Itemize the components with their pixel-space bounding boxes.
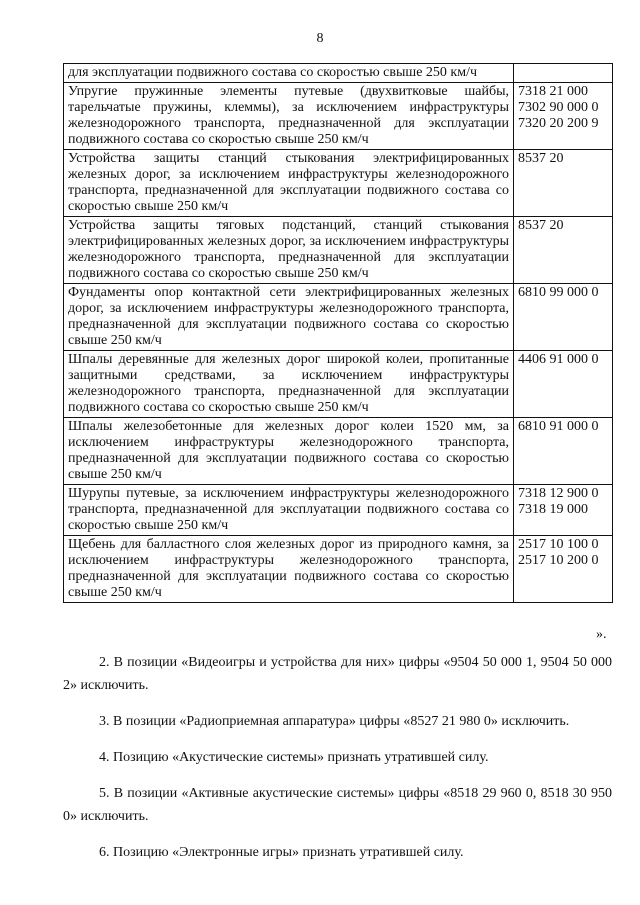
row-codes [514, 150, 613, 217]
table-body [64, 64, 613, 603]
row-description: Шурупы путевые, за исключением инфраструктуры железнодорожного транспорта, предназначенной для эксплуатации подвижного состава со скоростью свыше 250 км/ч [64, 485, 514, 536]
row-codes [514, 485, 613, 536]
tn-ved-code: 2517 10 100 0 [518, 537, 599, 552]
table-row [64, 64, 613, 83]
tn-ved-code: 7318 21 000 [518, 84, 588, 99]
table-row [64, 217, 613, 284]
row-description: Устройства защиты тяговых подстанций, станций стыкования электрифицированных железных дорог, за исключением инфраструктуры железнодорожного транспорта, предназначенной для эксплуатации подвижного состава со скоростью свыше 250 км/ч [64, 217, 514, 284]
page-number: 8 [316, 31, 324, 46]
table-row [64, 284, 613, 351]
row-codes [514, 418, 613, 485]
paragraph-item-3: 3. В позиции «Радиоприемная аппаратура» цифры «8527 21 980 0» исключить. [99, 714, 570, 729]
row-description: для эксплуатации подвижного состава со скоростью свыше 250 км/ч [64, 64, 514, 83]
table-row [64, 150, 613, 217]
row-codes [514, 83, 613, 150]
row-codes [514, 351, 613, 418]
row-description: Шпалы железобетонные для железных дорог колеи 1520 мм, за исключением инфраструктуры железнодорожного транспорта, предназначенной для эксплуатации подвижного состава со скоростью свыше 250 км/ч [64, 418, 514, 485]
row-description: Фундаменты опор контактной сети электрифицированных железных дорог, за исключением инфраструктуры железнодорожного транспорта, предназначенной для эксплуатации подвижного состава со скоростью свыше 250 км/ч [64, 284, 514, 351]
table-row [64, 418, 613, 485]
tn-ved-code: 8537 20 [518, 151, 564, 166]
table-row [64, 83, 613, 150]
tn-ved-code: 7302 90 000 0 [518, 100, 599, 115]
paragraph-item-2: 2. В позиции «Видеоигры и устройства для них» цифры «9504 50 000 1, 9504 50 000 2» исключить. [63, 655, 612, 693]
row-description: Устройства защиты станций стыкования электрифицированных железных дорог, за исключением инфраструктуры железнодорожного транспорта, предназначенной для эксплуатации подвижного состава со скоростью свыше 250 км/ч [64, 150, 514, 217]
tn-ved-code: 7318 19 000 [518, 502, 588, 517]
tn-ved-code: 2517 10 200 0 [518, 553, 599, 568]
paragraph-item-5: 5. В позиции «Активные акустические системы» цифры «8518 29 960 0, 8518 30 950 0» исключить. [63, 786, 612, 824]
table-row [64, 485, 613, 536]
row-description: Шпалы деревянные для железных дорог широкой колеи, пропитанные защитными средствами, за исключением инфраструктуры железнодорожного транспорта, предназначенной для эксплуатации подвижного состава со скоростью свыше 250 км/ч [64, 351, 514, 418]
row-codes [514, 284, 613, 351]
tn-ved-code: 6810 91 000 0 [518, 419, 599, 434]
row-codes [514, 536, 613, 603]
tn-ved-code: 7320 20 200 9 [518, 116, 599, 131]
row-description: Щебень для балластного слоя железных дорог из природного камня, за исключением инфраструктуры железнодорожного транспорта, предназначенной для эксплуатации подвижного состава со скоростью свыше 250 км/ч [64, 536, 514, 603]
tn-ved-code: 6810 99 000 0 [518, 285, 599, 300]
row-description: Упругие пружинные элементы путевые (двухвитковые шайбы, тарельчатые пружины, клеммы), за исключением инфраструктуры железнодорожного транспорта, предназначенной для эксплуатации подвижного состава со скоростью свыше 250 км/ч [64, 83, 514, 150]
tn-ved-code: 4406 91 000 0 [518, 352, 599, 367]
table-row [64, 351, 613, 418]
paragraph-item-4: 4. Позицию «Акустические системы» признать утратившей силу. [99, 750, 489, 765]
table-row [64, 536, 613, 603]
tn-ved-code: 7318 12 900 0 [518, 486, 599, 501]
tn-ved-code: 8537 20 [518, 218, 564, 233]
closing-quote: ». [596, 627, 607, 642]
paragraph-item-6: 6. Позицию «Электронные игры» признать утратившей силу. [99, 845, 464, 860]
row-codes [514, 217, 613, 284]
amendment-paragraphs [63, 651, 612, 877]
customs-codes-table [63, 63, 613, 603]
row-codes [514, 64, 613, 83]
